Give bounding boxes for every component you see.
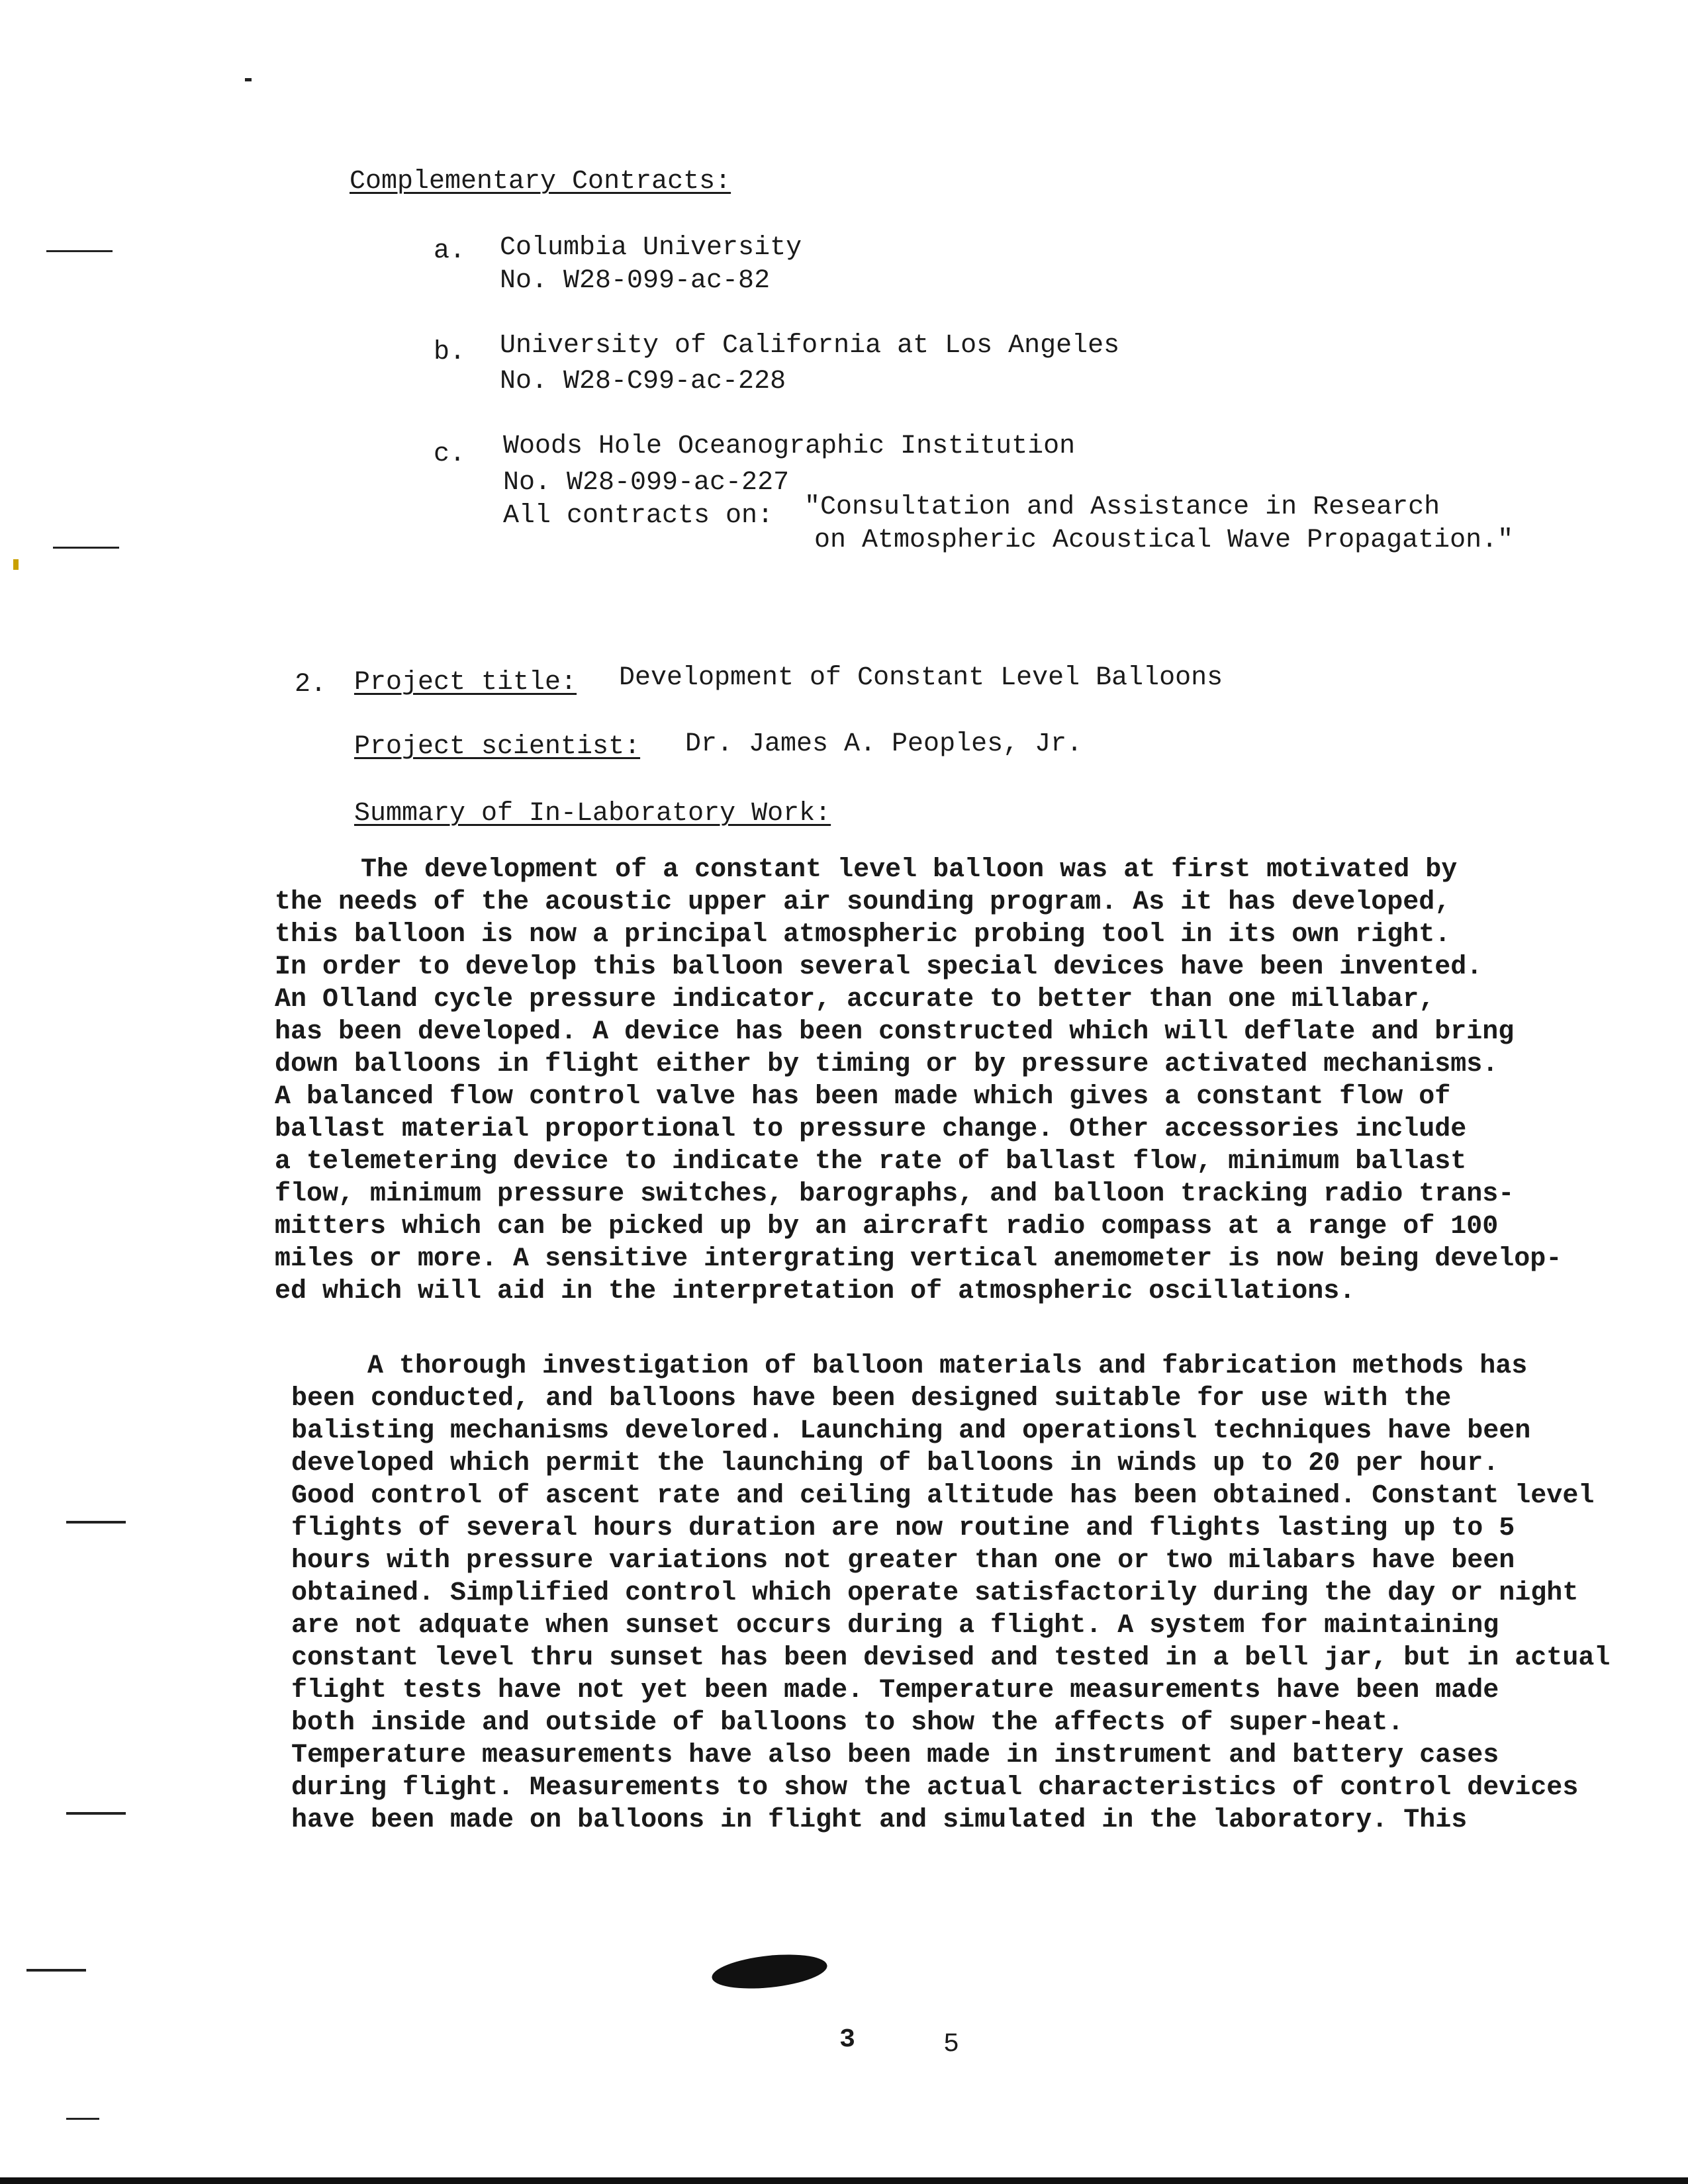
page-mark: 5	[943, 2030, 960, 2060]
paragraph-1-line: miles or more. A sensitive intergrating vertical anemometer is now being develop-	[275, 1244, 1562, 1274]
all-contracts-text-line1: "Consultation and Assistance in Research	[804, 492, 1440, 522]
scan-bottom-edge	[0, 2177, 1688, 2184]
paragraph-2-line: developed which permit the launching of balloons in winds up to 20 per hour.	[291, 1449, 1499, 1479]
paragraph-2-line: balisting mechanisms develored. Launching and operationsl techniques have been	[291, 1416, 1531, 1446]
margin-mark	[66, 2118, 99, 2120]
project-title: Development of Constant Level Balloons	[619, 663, 1223, 693]
paragraph-1-line: has been developed. A device has been constructed which will deflate and bring	[275, 1017, 1515, 1047]
contract-c-letter: c.	[434, 439, 466, 469]
paragraph-1-line: In order to develop this balloon several special devices have been invented.	[275, 952, 1483, 982]
contract-b-number: No. W28-C99-ac-228	[500, 367, 786, 396]
page-number: 3	[839, 2025, 856, 2055]
project-scientist-label: Project scientist:	[354, 732, 641, 762]
summary-paragraph-2	[291, 1350, 1668, 1837]
project-number: 2.	[295, 670, 327, 700]
margin-mark	[66, 1812, 126, 1815]
contract-a-letter: a.	[434, 236, 466, 266]
paragraph-2-line: flight tests have not yet been made. Temperature measurements have been made	[291, 1676, 1499, 1706]
paragraph-1-line: the needs of the acoustic upper air sounding program. As it has developed,	[275, 887, 1451, 917]
contract-b-name: University of California at Los Angeles	[500, 331, 1120, 361]
paragraph-1-line: this balloon is now a principal atmospheric probing tool in its own right.	[275, 920, 1451, 950]
paragraph-2-line: are not adquate when sunset occurs during a flight. A system for maintaining	[291, 1611, 1499, 1641]
paragraph-2-line: both inside and outside of balloons to show the affects of super-heat.	[291, 1708, 1404, 1738]
project-title-label: Project title:	[354, 668, 577, 698]
contract-c-name: Woods Hole Oceanographic Institution	[503, 432, 1076, 461]
paragraph-1-line: flow, minimum pressure switches, barographs, and balloon tracking radio trans-	[275, 1179, 1515, 1209]
all-contracts-label: All contracts on:	[503, 501, 774, 531]
project-scientist: Dr. James A. Peoples, Jr.	[685, 729, 1083, 759]
paragraph-1-line: a telemetering device to indicate the rate of ballast flow, minimum ballast	[275, 1147, 1467, 1177]
contract-b-letter: b.	[434, 338, 466, 367]
contract-a-number: No. W28-099-ac-82	[500, 266, 771, 296]
paragraph-2-line: constant level thru sunset has been devised and tested in a bell jar, but in actual	[291, 1643, 1611, 1673]
paragraph-2-line: been conducted, and balloons have been designed suitable for use with the	[291, 1384, 1452, 1414]
contract-a-name: Columbia University	[500, 233, 802, 263]
contracts-heading: Complementary Contracts:	[350, 167, 731, 197]
paragraph-2-line: Temperature measurements have also been made in instrument and battery cases	[291, 1741, 1499, 1770]
contract-c-number: No. W28-099-ac-227	[503, 468, 790, 498]
margin-mark	[46, 250, 113, 252]
margin-mark	[13, 559, 19, 570]
summary-heading: Summary of In-Laboratory Work:	[354, 799, 831, 829]
all-contracts-text-line2: on Atmospheric Acoustical Wave Propagation."	[814, 525, 1514, 555]
summary-paragraph-1	[275, 854, 1665, 1308]
paragraph-2-line: hours with pressure variations not greater than one or two milabars have been	[291, 1546, 1515, 1576]
ink-blot	[710, 1950, 829, 1993]
margin-mark	[66, 1521, 126, 1524]
paragraph-1-line: A balanced flow control valve has been made which gives a constant flow of	[275, 1082, 1451, 1112]
margin-mark	[53, 547, 119, 549]
paragraph-2-line: during flight. Measurements to show the actual characteristics of control devices	[291, 1773, 1579, 1803]
paragraph-2-line: A thorough investigation of balloon materials and fabrication methods has	[367, 1351, 1528, 1381]
paragraph-2-line: obtained. Simplified control which operate satisfactorily during the day or night	[291, 1578, 1579, 1608]
paragraph-1-line: The development of a constant level balloon was at first motivated by	[361, 855, 1458, 885]
margin-mark	[26, 1969, 86, 1972]
margin-mark	[245, 78, 252, 81]
paragraph-2-line: have been made on balloons in flight and simulated in the laboratory. This	[291, 1805, 1468, 1835]
paragraph-2-line: Good control of ascent rate and ceiling altitude has been obtained. Constant level	[291, 1481, 1595, 1511]
paragraph-1-line: mitters which can be picked up by an aircraft radio compass at a range of 100	[275, 1212, 1499, 1242]
paragraph-1-line: An Olland cycle pressure indicator, accurate to better than one millabar,	[275, 985, 1435, 1015]
paragraph-1-line: down balloons in flight either by timing or by pressure activated mechanisms.	[275, 1050, 1499, 1079]
paragraph-1-line: ed which will aid in the interpretation of atmospheric oscillations.	[275, 1277, 1356, 1306]
paragraph-1-line: ballast material proportional to pressure change. Other accessories include	[275, 1115, 1467, 1144]
paragraph-2-line: flights of several hours duration are now routine and flights lasting up to 5	[291, 1514, 1515, 1543]
